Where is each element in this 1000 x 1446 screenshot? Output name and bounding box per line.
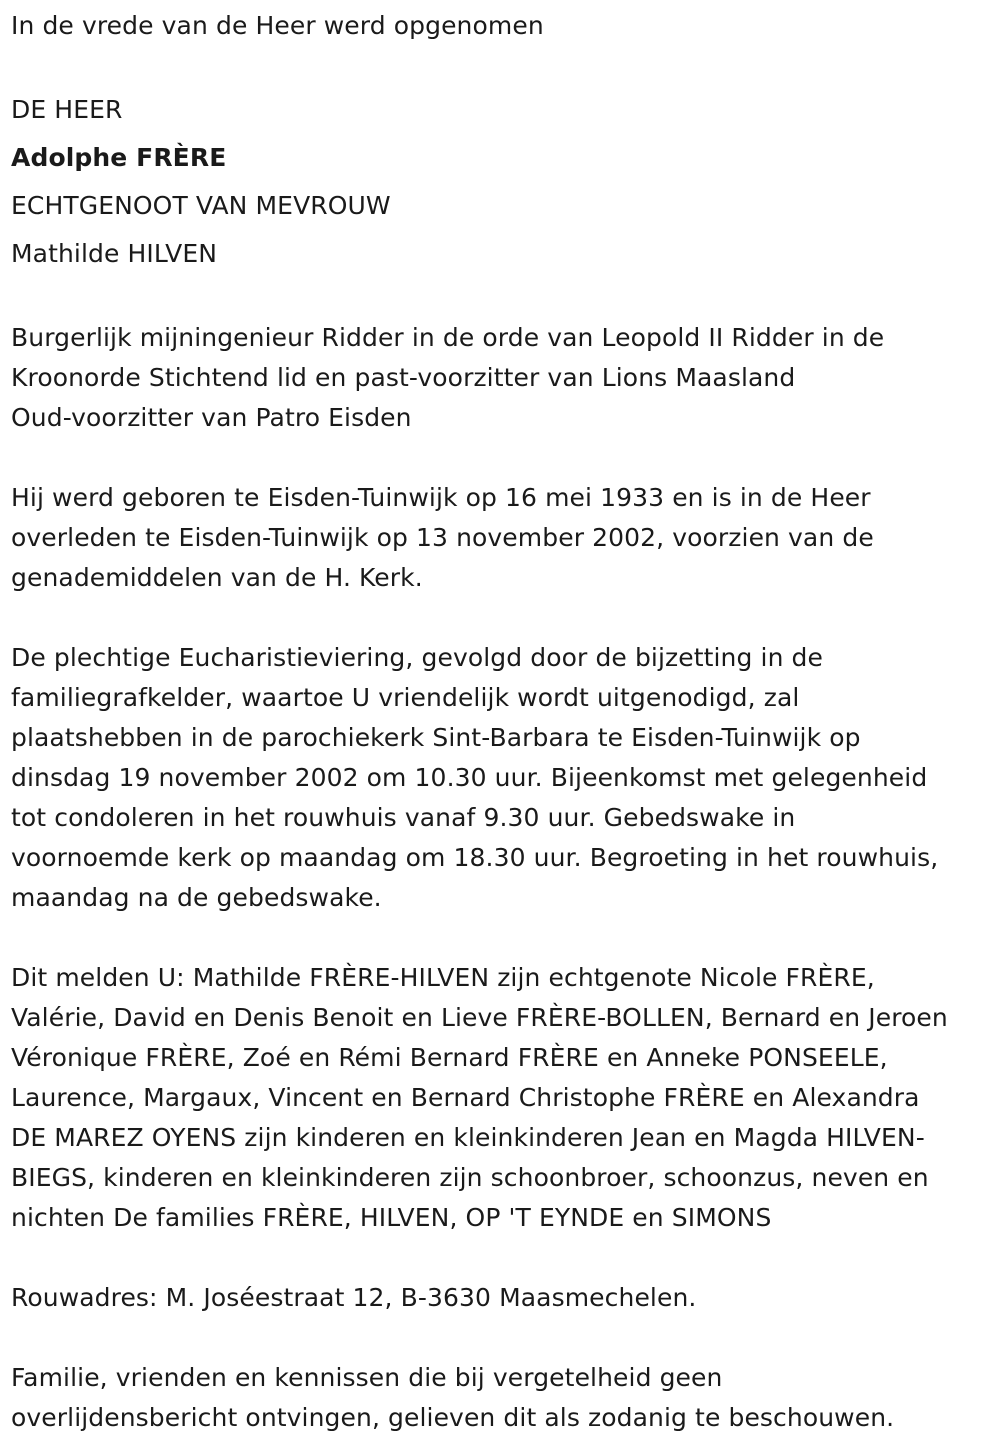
- birth-death-line: Hij werd geboren te Eisden-Tuinwijk op 16 mei 1933 en is in de Heer: [11, 483, 871, 512]
- deceased-header: [11, 86, 992, 278]
- family-line: BIEGS, kinderen en kleinkinderen zijn schoonbroer, schoonzus, neven en: [11, 1163, 929, 1192]
- titles-line: Oud-voorzitter van Patro Eisden: [11, 403, 412, 432]
- family-line: nichten De families FRÈRE, HILVEN, OP 'T EYNDE en SIMONS: [11, 1203, 772, 1232]
- family-line: Laurence, Margaux, Vincent en Bernard Christophe FRÈRE en Alexandra: [11, 1083, 920, 1112]
- deceased-name: Adolphe FRÈRE: [11, 143, 227, 172]
- title-prefix: DE HEER: [11, 95, 123, 124]
- spacer: [11, 1238, 992, 1278]
- spouse-label: ECHTGENOOT VAN MEVROUW: [11, 191, 391, 220]
- birth-death-line: genademiddelen van de H. Kerk.: [11, 563, 423, 592]
- ceremony-paragraph: [11, 638, 992, 918]
- ceremony-line: voornoemde kerk op maandag om 18.30 uur. Begroeting in het rouwhuis,: [11, 843, 939, 872]
- birth-death-paragraph: [11, 478, 992, 598]
- ceremony-line: maandag na de gebedswake.: [11, 883, 382, 912]
- ceremony-line: De plechtige Eucharistieviering, gevolgd door de bijzetting in de: [11, 643, 824, 672]
- intro-text: In de vrede van de Heer werd opgenomen: [11, 11, 544, 40]
- family-paragraph: [11, 958, 992, 1238]
- spacer: [11, 918, 992, 958]
- spouse-name: Mathilde HILVEN: [11, 239, 218, 268]
- family-line: Véronique FRÈRE, Zoé en Rémi Bernard FRÈRE en Anneke PONSEELE,: [11, 1043, 888, 1072]
- closing-paragraph: [11, 1358, 992, 1438]
- ceremony-line: tot condoleren in het rouwhuis vanaf 9.30 uur. Gebedswake in: [11, 803, 796, 832]
- ceremony-line: dinsdag 19 november 2002 om 10.30 uur. Bijeenkomst met gelegenheid: [11, 763, 928, 792]
- birth-death-line: overleden te Eisden-Tuinwijk op 13 november 2002, voorzien van de: [11, 523, 874, 552]
- closing-line: overlijdensbericht ontvingen, gelieven dit als zodanig te beschouwen.: [11, 1403, 895, 1432]
- family-line: Valérie, David en Denis Benoit en Lieve FRÈRE-BOLLEN, Bernard en Jeroen: [11, 1003, 948, 1032]
- ceremony-line: familiegrafkelder, waartoe U vriendelijk wordt uitgenodigd, zal: [11, 683, 800, 712]
- titles-paragraph: [11, 318, 992, 438]
- titles-line: Burgerlijk mijningenieur Ridder in de orde van Leopold II Ridder in de: [11, 323, 885, 352]
- titles-line: Kroonorde Stichtend lid en past-voorzitter van Lions Maasland: [11, 363, 796, 392]
- ceremony-line: plaatshebben in de parochiekerk Sint-Barbara te Eisden-Tuinwijk op: [11, 723, 861, 752]
- family-line: DE MAREZ OYENS zijn kinderen en kleinkinderen Jean en Magda HILVEN-: [11, 1123, 925, 1152]
- spacer: [11, 598, 992, 638]
- closing-line: Familie, vrienden en kennissen die bij vergetelheid geen: [11, 1363, 723, 1392]
- spacer: [11, 1318, 992, 1358]
- mourning-address: Rouwadres: M. Joséestraat 12, B-3630 Maasmechelen.: [11, 1283, 697, 1312]
- family-line: Dit melden U: Mathilde FRÈRE-HILVEN zijn echtgenote Nicole FRÈRE,: [11, 963, 875, 992]
- spacer: [11, 278, 992, 318]
- spacer: [11, 46, 992, 86]
- spacer: [11, 438, 992, 478]
